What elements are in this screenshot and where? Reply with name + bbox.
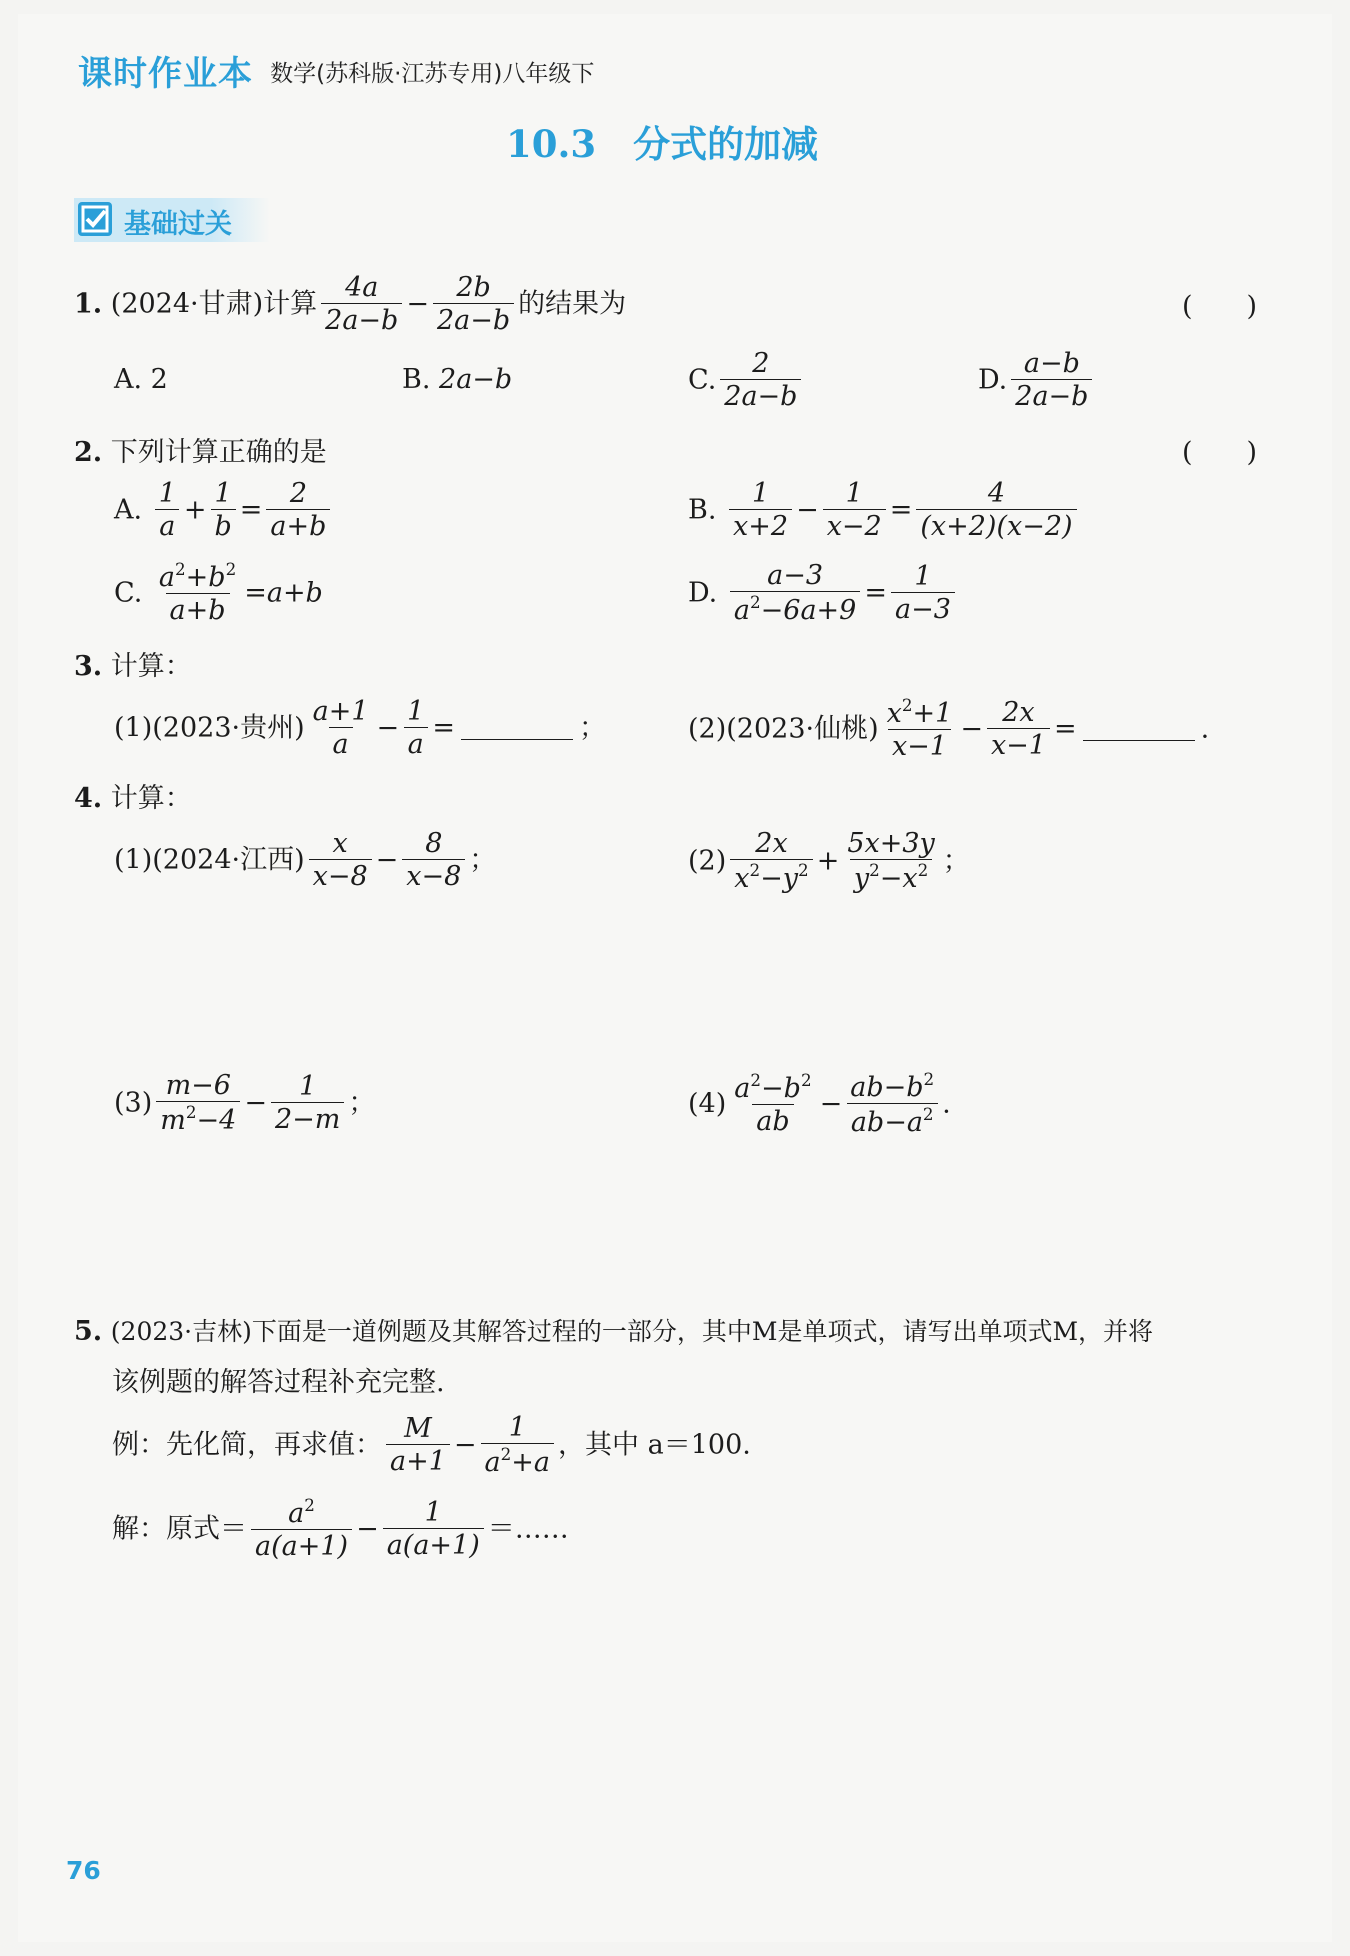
question-text: 计算：	[110, 783, 192, 814]
solution-line: 解：原式＝ $\frac{a^2}{a(a+1)}$ − $\frac{1}{a(a+1)}$ ＝……	[112, 1495, 569, 1562]
section-badge	[74, 198, 270, 242]
option-a[interactable]: A. 2	[114, 364, 168, 395]
question-text: 下列计算正确的是	[110, 437, 327, 468]
question-3: 3. 计算：	[74, 651, 192, 682]
option-d[interactable]: D. $\frac{a-b}{2a-b}$	[978, 348, 1096, 414]
answer-blank[interactable]	[461, 739, 573, 740]
question-3-part-2: (2)(2023·仙桃) $\frac{x^2+1}{x-1}$ − $\frac{2x}{x-1}$ = .	[688, 695, 1210, 762]
option-b[interactable]: B. $\frac{1}{x+2}$ − $\frac{1}{x-2}$ = $\frac{4}{(x+2)(x-2)}$	[688, 478, 1081, 544]
question-5-line-2: 该例题的解答过程补充完整.	[112, 1367, 445, 1398]
question-4-part-3: (3) $\frac{m-6}{m^2-4}$ − $\frac{1}{2-m}$ ；	[114, 1070, 376, 1136]
question-2: 2. 下列计算正确的是	[74, 437, 327, 468]
badge-label: 基础过关	[124, 209, 232, 240]
fraction: $\frac{4a}{2a-b}$	[321, 272, 402, 338]
question-5: 5. (2023·吉林)下面是一道例题及其解答过程的一部分，其中M是单项式，请写出单项式M，并将	[74, 1316, 1154, 1347]
option-d[interactable]: D. $\frac{a-3}{a^2-6a+9}$ = $\frac{1}{a-3}$	[688, 560, 959, 628]
question-text: (2023·吉林)下面是一道例题及其解答过程的一部分，其中M是单项式，请写出单项式M，并将	[110, 1317, 1154, 1346]
fraction: $\frac{a-b}{2a-b}$	[1011, 348, 1092, 414]
question-4: 4. 计算：	[74, 783, 192, 814]
question-3-part-1: (1)(2023·贵州) $\frac{a+1}{a}$ − $\frac{1}{a}$ = ；	[114, 696, 606, 761]
fraction: $\frac{2}{2a-b}$	[720, 348, 801, 414]
question-text: 的结果为	[518, 288, 627, 320]
header	[78, 46, 594, 95]
example-line: 例：先化简，再求值： $\frac{M}{a+1}$ − $\frac{1}{a^2+a}$ ，其中 a＝100.	[112, 1412, 751, 1478]
question-source: (2024·甘肃)计算	[110, 288, 318, 320]
book-info: 数学(苏科版·江苏专用)八年级下	[270, 61, 595, 87]
question-number: 1.	[74, 288, 103, 320]
question-text: 计算：	[110, 651, 192, 682]
option-b[interactable]: B. 2a−b	[402, 364, 513, 395]
answer-blank[interactable]	[1083, 740, 1195, 741]
question-1: 1. (2024·甘肃)计算 $\frac{4a}{2a-b}$ − $\frac{2b}{2a-b}$ 的结果为	[74, 272, 627, 337]
answer-bracket[interactable]: ( )	[1182, 437, 1258, 468]
option-c[interactable]: C. $\frac{2}{2a-b}$	[688, 348, 805, 414]
option-a[interactable]: A. $\frac{1}{a}$ + $\frac{1}{b}$ = $\frac{2}{a+b}$	[114, 478, 334, 544]
book-logo: 课时作业本	[78, 54, 253, 94]
checkbox-icon	[78, 202, 112, 236]
fraction: $\frac{2b}{2a-b}$	[433, 272, 514, 338]
section-title: 10.3 分式的加减	[506, 122, 819, 166]
question-4-part-2: (2) $\frac{2x}{x^2-y^2}$ + $\frac{5x+3y}{y^2-x^2}$ ；	[688, 828, 970, 894]
answer-bracket[interactable]: ( )	[1182, 291, 1258, 322]
question-4-part-4: (4) $\frac{a^2-b^2}{ab}$ − $\frac{ab-b^2}{ab-a^2}$ .	[688, 1069, 951, 1138]
question-4-part-1: (1)(2024·江西) $\frac{x}{x-8}$ − $\frac{8}{x-8}$ ；	[114, 828, 497, 893]
page-number: 76	[66, 1856, 101, 1885]
option-c[interactable]: C. $\frac{a^2+b^2}{a+b}$ =a+b	[114, 559, 323, 626]
